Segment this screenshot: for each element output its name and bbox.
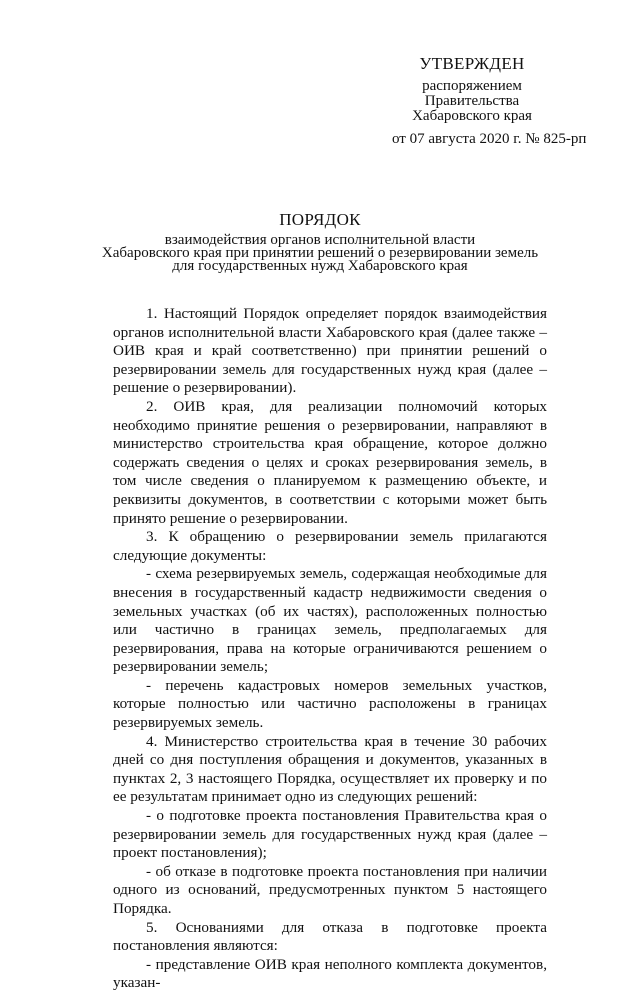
approval-block [392,54,587,147]
subtitle-line-2: Хабаровского края при принятии решений о резервировании земель [101,245,539,261]
approval-line-1: распоряжением [422,78,522,94]
approval-heading: УТВЕРЖДЕН [419,54,525,73]
paragraph-3: 3. К обращению о резервировании земель прилагаются следующие документы: [113,528,547,564]
paragraph-1: 1. Настоящий Порядок определяет порядок взаимодействия органов исполнительной власти Хабаровского края (далее также – ОИВ края и край соответственно) при принятии решений о резервировании земель для государственных нужд края (далее – решение о резервировании). [113,305,547,397]
paragraph-2: 2. ОИВ края, для реализации полномочий которых необходимо принятие решения о резервировании, направляют в министерство строительства края обращение, которое должно содержать сведения о целях и сроках резервирования земель, в том числе сведения о планируемом к размещению объекте, и реквизиты документов, в соответствии с которыми может быть принято решение о резервировании. [113,397,547,527]
approval-line-3: Хабаровского края [412,108,532,124]
paragraph-4-item-1: - о подготовке проекта постановления Правительства края о резервировании земель для государственных нужд края (далее – проект постановления); [113,807,547,862]
paragraph-5-item-1: - представление ОИВ края неполного комплекта документов, указан- [113,955,547,992]
approval-line-2: Правительства [424,93,520,109]
approval-date-number: от 07 августа 2020 г. № 825-рп [392,131,587,147]
paragraph-3-item-1: - схема резервируемых земель, содержащая необходимые для внесения в государственный кадастр недвижимости сведения о земельных участках (об их частях), расположенных полностью или частично в границах земель, предполагаемых для резервирования, права на которые ограничиваются решением о резервировании земель; [113,565,547,676]
document-body [113,305,547,993]
subtitle-line-1: взаимодействия органов исполнительной власти [164,232,476,248]
subtitle-line-3: для государственных нужд Хабаровского края [172,258,468,274]
document-title: ПОРЯДОК [279,210,361,229]
document-subtitle [100,234,540,273]
paragraph-4: 4. Министерство строительства края в течение 30 рабочих дней со дня поступления обращения и документов, указанных в пунктах 2, 3 настоящего Порядка, осуществляет их проверку и по ее результатам принимает одно из следующих решений: [113,732,547,806]
paragraph-4-item-2: - об отказе в подготовке проекта постановления при наличии одного из оснований, предусмотренных пунктом 5 настоящего Порядка. [113,862,547,917]
paragraph-3-item-2: - перечень кадастровых номеров земельных участков, которые полностью или частично расположены в границах резервируемых земель. [113,676,547,732]
paragraph-5: 5. Основаниями для отказа в подготовке проекта постановления являются: [113,918,547,955]
